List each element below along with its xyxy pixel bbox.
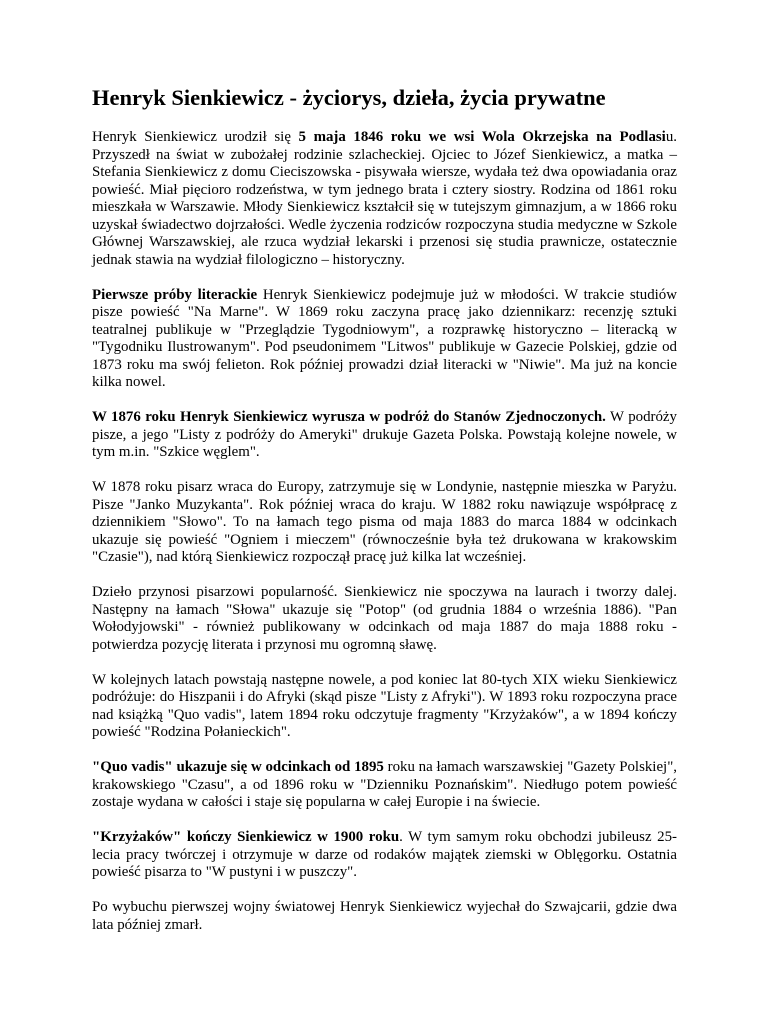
paragraph-8 [92, 829, 677, 882]
body-text: roku na łamach warszawskiej "Gazety Polskiej", krakowskiego "Czasu", a od 1896 roku w "Dzienniku Poznańskim". Niedługo potem powieść zostaje wydana w całości i staje się popularna w całej Europie i na świecie. [92, 759, 677, 810]
paragraph-9 [92, 899, 677, 934]
bold-text: W 1876 roku Henryk Sienkiewicz wyrusza w podróż do Stanów Zjednoczonych. [92, 409, 606, 425]
body-text: Henryk Sienkiewicz podejmuje już w młodości. W trakcie studiów pisze powieść "Na Marne". W 1869 roku zaczyna pracę jako dziennikarz: recenzję sztuki teatralnej publikuje w "Przeglądzie Tygodniowym", a rozprawkę historyczno – literacką w "Tygodniku Ilustrowanym". Pod pseudonimem "Litwos" publikuje w Gazecie Polskiej, gdzie od 1873 roku ma swój felieton. Rok później prowadzi dział literacki w "Niwie". Ma już na koncie kilka nowel. [92, 286, 677, 390]
paragraph-5 [92, 584, 677, 654]
bold-text: 5 maja 1846 roku we wsi Wola Okrzejska na Podlasi [298, 129, 666, 145]
paragraph-4 [92, 479, 677, 567]
body-text: W kolejnych latach powstają następne nowele, a pod koniec lat 80-tych XIX wieku Sienkiewicz podróżuje: do Hiszpanii i do Afryki (skąd pisze "Listy z Afryki"). W 1893 roku rozpoczyna prace nad książką "Quo vadis", latem 1894 roku odczytuje fragmenty "Krzyżaków", a w 1894 kończy powieść "Rodzina Połanieckich". [92, 671, 677, 740]
body-text: W podróży pisze, a jego "Listy z podróży do Ameryki" drukuje Gazeta Polska. Powstają kolejne nowele, w tym m.in. "Szkice węglem". [92, 409, 677, 460]
paragraph-7 [92, 759, 677, 812]
body-text: Dzieło przynosi pisarzowi popularność. Sienkiewicz nie spoczywa na laurach i tworzy dalej. Następny na łamach "Słowa" ukazuje się "Potop" (od grudnia 1884 o września 1886). "Pan Wołodyjowski" - również publikowany w odcinkach od maja 1887 do maja 1888 roku - potwierdza pozycję literata i przynosi mu ogromną sławę. [92, 584, 677, 653]
bold-text: "Quo vadis" ukazuje się w odcinkach od 1895 [92, 759, 384, 775]
bold-text: "Krzyżaków" kończy Sienkiewicz w 1900 roku [92, 829, 400, 845]
body-text: u. Przyszedł na świat w zubożałej rodzinie szlacheckiej. Ojciec to Józef Sienkiewicz, a matka – Stefania Sienkiewicz z domu Cieciszowska - pisywała wiersze, wydała też dwa opowiadania oraz powieść. Miał pięcioro rodzeństwa, w tym jednego brata i cztery siostry. Rodzina od 1861 roku mieszkała w Warszawie. Młody Sienkiewicz kształcił się w tutejszym gimnazjum, a w 1866 roku uzyskał świadectwo dojrzałości. Wedle życzenia rodziców rozpoczyna studia medyczne w Szkole Głównej Warszawskiej, ale rzuca wydział lekarski i przenosi się studia prawnicze, ostatecznie jednak stawia na wydział filologiczno – historyczny. [92, 129, 677, 268]
document-page [92, 84, 677, 952]
bold-text: Pierwsze próby literackie [92, 286, 258, 303]
paragraph-6 [92, 672, 677, 742]
body-text: . W tym samym roku obchodzi jubileusz 25-lecia pracy twórczej i otrzymuje w darze od rodaków majątek ziemski w Oblęgorku. Ostatnia powieść pisarza to "W pustyni i w puszczy". [92, 829, 677, 880]
body-text: W 1878 roku pisarz wraca do Europy, zatrzymuje się w Londynie, następnie mieszka w Paryżu. Pisze "Janko Muzykanta". Rok później wraca do kraju. W 1882 roku nawiązuje współpracę z dziennikiem "Słowo". To na łamach tego pisma od maja 1883 do marca 1884 w odcinkach ukazuje się powieść "Ogniem i mieczem" (równocześnie była też drukowana w krakowskim "Czasie"), nad którą Sienkiewicz rozpoczął pracę już kilka lat wcześniej. [92, 479, 677, 565]
document-title: Henryk Sienkiewicz - życiorys, dzieła, życia prywatne [92, 85, 606, 110]
paragraph-3 [92, 409, 677, 462]
paragraph-2 [92, 287, 677, 392]
body-text: Po wybuchu pierwszej wojny światowej Henryk Sienkiewicz wyjechał do Szwajcarii, gdzie dwa lata później zmarł. [92, 899, 677, 933]
document-body [92, 129, 677, 934]
paragraph-1 [92, 129, 677, 269]
body-text: Henryk Sienkiewicz urodził się [92, 129, 299, 145]
